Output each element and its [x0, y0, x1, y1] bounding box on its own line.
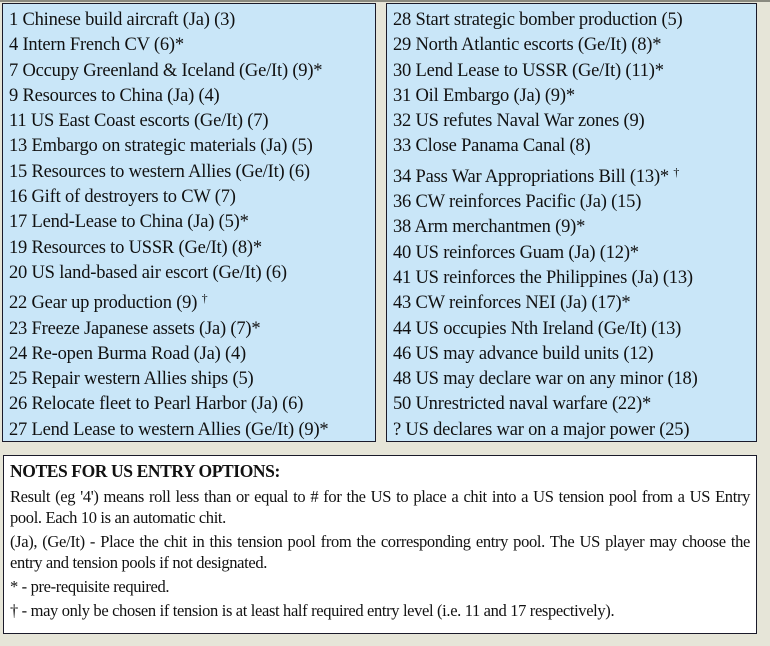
entry-option: [387, 291, 756, 316]
entry-option: [387, 160, 756, 190]
entry-option-text: 27 Lend Lease to western Allies (Ge/It) (9)*: [9, 419, 329, 440]
entry-option-text: 28 Start strategic bomber production (5): [393, 10, 683, 30]
entry-option-text: 9 Resources to China (Ja) (4): [9, 85, 220, 106]
entry-option-text: 11 US East Coast escorts (Ge/It) (7): [9, 111, 269, 132]
entry-option: [3, 418, 375, 443]
entry-option-text: 26 Relocate fleet to Pearl Harbor (Ja) (6): [9, 394, 304, 415]
entry-option-text: 19 Resources to USSR (Ge/It) (8)*: [9, 237, 262, 258]
entry-option-text: 36 CW reinforces Pacific (Ja) (15): [393, 192, 642, 213]
entry-option: [3, 342, 375, 367]
entry-option: [387, 392, 756, 417]
entry-option-text: 24 Re-open Burma Road (Ja) (4): [9, 343, 247, 364]
entry-option: [3, 210, 375, 235]
entry-option: [3, 134, 375, 159]
entry-option: [387, 33, 756, 58]
entry-option: [3, 367, 375, 392]
entry-option: [3, 8, 375, 33]
note-result-explanation: Result (eg '4') means roll less than or equal to # for the US to place a chit into a US tension pool from a US Entry pool. Each 10 is an automatic chit.: [10, 487, 750, 527]
note-pool-explanation: (Ja), (Ge/It) - Place the chit in this tension pool from the corresponding entry pool. The US player may choose the entry and tension pools if not designated.: [10, 532, 750, 572]
dagger-mark: †: [201, 291, 208, 306]
entry-option-text: 46 US may advance build units (12): [393, 343, 654, 364]
entry-option-text: 30 Lend Lease to USSR (Ge/It) (11)*: [393, 60, 664, 81]
entry-option: [387, 342, 756, 367]
entry-option: [387, 367, 756, 392]
entry-options-right-column: [386, 3, 757, 442]
entry-option-text: 1 Chinese build aircraft (Ja) (3): [9, 10, 236, 30]
entry-option-text: 4 Intern French CV (6)*: [9, 35, 184, 56]
note-dagger: † - may only be chosen if tension is at least half required entry level (i.e. 11 and 17 respectively).: [10, 601, 615, 620]
entry-option-text: 41 US reinforces the Philippines (Ja) (13): [393, 267, 693, 288]
entry-option-text: 40 US reinforces Guam (Ja) (12)*: [393, 242, 639, 263]
entry-option: [387, 84, 756, 109]
note-prerequisite: * - pre-requisite required.: [10, 577, 170, 596]
notes-title: NOTES FOR US ENTRY OPTIONS:: [10, 461, 280, 481]
entry-option-text: 20 US land-based air escort (Ge/It) (6): [9, 262, 287, 283]
entry-option-text: 48 US may declare war on any minor (18): [393, 369, 698, 390]
entry-option: [3, 109, 375, 134]
entry-option-text: 16 Gift of destroyers to CW (7): [9, 187, 236, 208]
entry-option-text: 33 Close Panama Canal (8): [393, 136, 591, 157]
entry-option-text: 43 CW reinforces NEI (Ja) (17)*: [393, 293, 631, 314]
entry-option: [387, 134, 756, 159]
entry-option-text: 31 Oil Embargo (Ja) (9)*: [393, 85, 575, 106]
entry-option-text: ? US declares war on a major power (25): [393, 419, 690, 440]
notes-box: [3, 455, 757, 634]
entry-option: [3, 261, 375, 286]
entry-option: [387, 59, 756, 84]
entry-option: [3, 33, 375, 58]
entry-option-text: 34 Pass War Appropriations Bill (13)*: [393, 166, 674, 187]
entry-option: [3, 185, 375, 210]
entry-option: [3, 236, 375, 261]
entry-option-text: 17 Lend-Lease to China (Ja) (5)*: [9, 212, 249, 233]
entry-option: [3, 392, 375, 417]
entry-option-text: 7 Occupy Greenland & Iceland (Ge/It) (9)*: [9, 60, 323, 81]
top-edge-divider: [0, 0, 770, 2]
entry-option: [387, 190, 756, 215]
entry-options-left-column: [2, 3, 376, 442]
entry-option-text: 29 North Atlantic escorts (Ge/It) (8)*: [393, 35, 662, 56]
dagger-mark: †: [673, 164, 680, 179]
entry-option: [3, 59, 375, 84]
entry-option: [387, 241, 756, 266]
entry-option: [387, 215, 756, 240]
entry-option: [387, 109, 756, 134]
entry-option: [387, 266, 756, 291]
entry-option: [3, 317, 375, 342]
entry-option: [387, 8, 756, 33]
entry-option-text: 13 Embargo on strategic materials (Ja) (5): [9, 136, 313, 157]
entry-option-text: 22 Gear up production (9): [9, 293, 202, 314]
entry-option-text: 44 US occupies Nth Ireland (Ge/It) (13): [393, 318, 682, 339]
entry-option: [387, 418, 756, 443]
entry-option: [3, 160, 375, 185]
entry-option-text: 32 US refutes Naval War zones (9): [393, 111, 645, 132]
entry-option-text: 25 Repair western Allies ships (5): [9, 369, 254, 390]
entry-option: [3, 286, 375, 316]
entry-option-text: 15 Resources to western Allies (Ge/It) (6): [9, 161, 310, 182]
entry-option: [3, 84, 375, 109]
entry-option: [387, 317, 756, 342]
entry-option-text: 50 Unrestricted naval warfare (22)*: [393, 394, 652, 415]
entry-option-text: 23 Freeze Japanese assets (Ja) (7)*: [9, 318, 261, 339]
entry-option-text: 38 Arm merchantmen (9)*: [393, 217, 586, 238]
